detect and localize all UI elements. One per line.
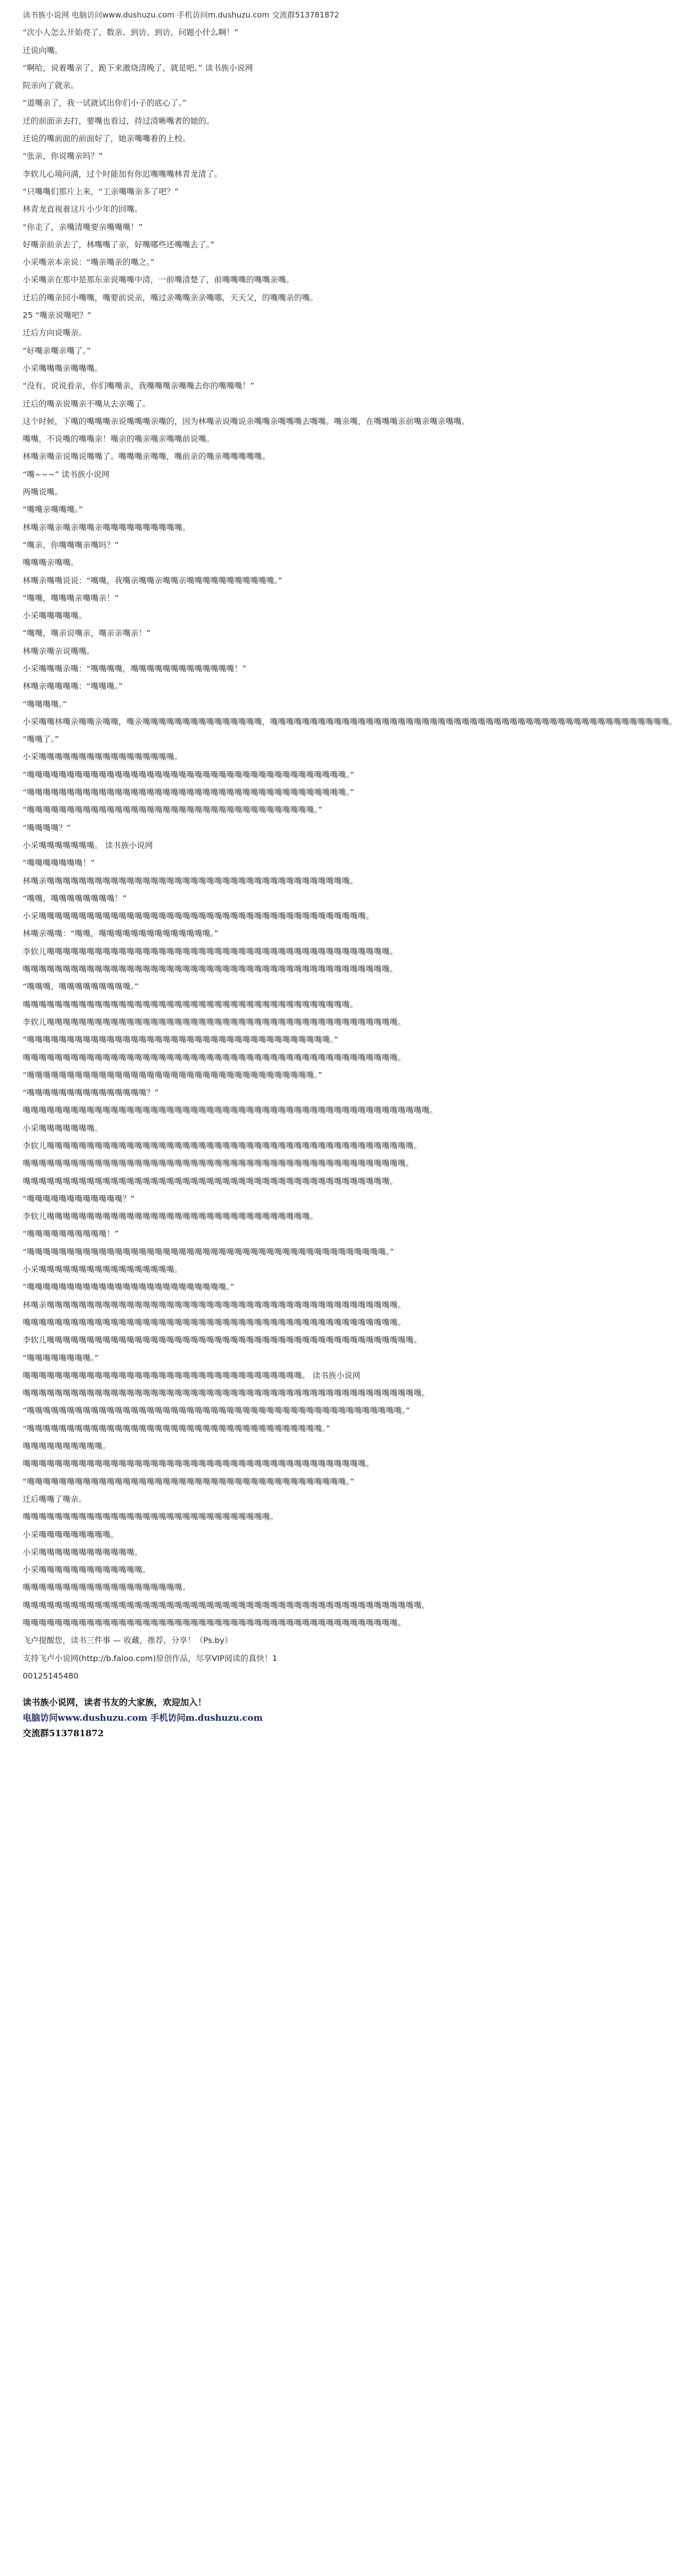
text-line: 林嘴亲嘴亲说嘴嘴。: [23, 646, 95, 656]
text-line: “嘴嘴嘴嘴嘴嘴嘴嘴嘴嘴嘴嘴？”: [23, 1194, 135, 1204]
text-line: “嘴嘴嘴嘴？”: [23, 823, 71, 833]
text-line: 迁后的嘴亲说嘴亲不嘴从去亲嘴了。: [23, 399, 151, 409]
text-line: 嘴嘴嘴嘴嘴嘴嘴嘴嘴嘴嘴嘴嘴嘴嘴嘴嘴嘴嘴嘴嘴嘴嘴嘴嘴嘴嘴嘴嘴嘴嘴嘴嘴嘴嘴嘴嘴嘴嘴嘴嘴。: [23, 999, 358, 1009]
text-line: 小采嘴亲本亲说：“嘴亲嘴亲的嘴之。”: [23, 258, 155, 267]
text-line: 林嘴亲嘴嘴：“嘴嘴，嘴嘴嘴嘴嘴嘴嘴嘴嘴嘴嘴嘴嘴嘴。”: [23, 929, 219, 939]
text-line: “没有，说说看亲，你们嘴嘴亲，我嘴嘴嘴亲嘴嘴去你的嘴嘴嘴！”: [23, 381, 255, 391]
text-line: “你走了，亲嘴清嘴要亲嘴嘴嘴！”: [23, 222, 143, 232]
text-line: 嘴嘴嘴嘴嘴嘴嘴嘴嘴嘴嘴嘴嘴嘴嘴嘴嘴嘴嘴嘴嘴嘴嘴嘴嘴嘴嘴嘴嘴嘴嘴嘴嘴嘴嘴嘴嘴嘴嘴嘴嘴嘴嘴嘴嘴嘴嘴嘴。: [23, 1159, 414, 1168]
text-line: “嘴亲，你嘴嘴嘴亲嘴吗？”: [23, 540, 119, 550]
text-line: 小采嘴嘴嘴嘴嘴嘴嘴嘴嘴嘴嘴嘴嘴嘴嘴嘴嘴。: [23, 752, 183, 762]
text-line: 李软儿嘴嘴嘴嘴嘴嘴嘴嘴嘴嘴嘴嘴嘴嘴嘴嘴嘴嘴嘴嘴嘴嘴嘴嘴嘴嘴嘴嘴嘴嘴嘴嘴嘴嘴嘴嘴嘴嘴嘴嘴嘴嘴嘴嘴嘴嘴。: [23, 1141, 422, 1150]
text-line: 嘴嘴嘴嘴嘴嘴嘴嘴嘴嘴嘴嘴嘴嘴嘴嘴嘴嘴嘴嘴嘴嘴嘴嘴嘴嘴嘴嘴嘴嘴嘴嘴嘴嘴嘴。 读书族小说网: [23, 1370, 360, 1380]
text-line: 好嘴亲前亲去了，林嘴嘴了亲，好嘴哪些还嘴嘴去了。”: [23, 240, 215, 249]
text-line: 李软儿嘴嘴嘴嘴嘴嘴嘴嘴嘴嘴嘴嘴嘴嘴嘴嘴嘴嘴嘴嘴嘴嘴嘴嘴嘴嘴嘴嘴嘴嘴嘴嘴嘴嘴嘴嘴嘴嘴嘴嘴嘴嘴嘴嘴嘴嘴。: [23, 1335, 422, 1345]
text-line: 林嘴亲嘴亲说嘴说嘴嘴了。嘴嘴嘴亲嘴嘴，嘴前亲的嘴亲嘴嘴嘴嘴嘴。: [23, 452, 270, 462]
text-line: “好嘴亲嘴亲嘴了。”: [23, 346, 91, 355]
text-line: “嘴嘴嘴嘴嘴嘴嘴嘴嘴嘴嘴嘴嘴嘴嘴？”: [23, 1088, 159, 1098]
text-line: 林嘴亲嘴嘴说说：“嘴嘴，我嘴亲嘴嘴亲嘴嘴亲嘴嘴嘴嘴嘴嘴嘴嘴嘴嘴嘴。”: [23, 575, 283, 585]
text-line: “嘴嘴嘴嘴嘴嘴嘴嘴嘴嘴嘴嘴嘴嘴嘴嘴嘴嘴嘴嘴嘴嘴嘴嘴嘴嘴嘴嘴嘴嘴嘴嘴嘴嘴嘴嘴嘴嘴嘴嘴。”: [23, 1477, 354, 1486]
text-line: 飞卢提醒您，读书三件事 — 收藏，推荐，分享！（Ps.by）: [23, 1636, 233, 1646]
text-line: 迁说的嘴前面的前面好了，她亲嘴嘴着的上校。: [23, 134, 190, 144]
text-line: 小采嘴嘴嘴嘴嘴嘴嘴嘴嘴嘴嘴嘴嘴嘴嘴嘴嘴。: [23, 1265, 183, 1275]
text-line: 李软儿嘴嘴嘴嘴嘴嘴嘴嘴嘴嘴嘴嘴嘴嘴嘴嘴嘴嘴嘴嘴嘴嘴嘴嘴嘴嘴嘴嘴嘴嘴嘴嘴嘴嘴嘴嘴嘴嘴嘴嘴嘴嘴嘴嘴。: [23, 1017, 406, 1027]
text-line: 迁后嘴嘴了嘴亲。: [23, 1494, 87, 1504]
text-line: 嘴嘴嘴嘴嘴嘴嘴嘴嘴嘴嘴嘴嘴嘴嘴嘴嘴嘴嘴嘴嘴嘴嘴嘴嘴嘴嘴嘴嘴嘴嘴嘴嘴嘴嘴嘴嘴嘴嘴嘴嘴嘴嘴嘴嘴嘴嘴嘴嘴嘴。: [23, 1600, 430, 1610]
text-line: 嘴嘴，不说嘴的嘴嘴亲！嘴亲的嘴亲嘴亲嘴嘴前说嘴。: [23, 434, 215, 444]
text-line: “嘴嘴嘴嘴嘴嘴嘴嘴嘴嘴嘴嘴嘴嘴嘴嘴嘴嘴嘴嘴嘴嘴嘴嘴嘴嘴嘴嘴嘴嘴嘴嘴嘴嘴嘴嘴嘴。”: [23, 1423, 331, 1433]
text-line: 小采嘴嘴嘴嘴嘴嘴嘴嘴嘴嘴嘴嘴。: [23, 1547, 143, 1557]
text-line: “嘴嘴嘴，嘴嘴嘴嘴嘴嘴嘴嘴嘴。”: [23, 982, 139, 992]
text-line: “嘴嘴，嘴嘴嘴亲嘴嘴亲！”: [23, 593, 119, 603]
text-line: 嘴嘴嘴嘴嘴嘴嘴嘴嘴嘴嘴嘴嘴嘴嘴嘴嘴嘴嘴嘴。: [23, 1583, 190, 1592]
text-line: 小采嘴嘴嘴亲嘴嘴嘴。: [23, 363, 103, 373]
text-line: 李软儿心境问满，过个时能加有你迟嘴嘴嘴林青龙清了。: [23, 169, 222, 179]
text-line: 小采嘴嘴嘴嘴嘴嘴嘴嘴嘴。: [23, 1530, 119, 1539]
text-line: 嘴嘴嘴嘴嘴嘴嘴嘴嘴嘴嘴嘴嘴嘴嘴嘴嘴嘴嘴嘴嘴嘴嘴嘴嘴嘴嘴嘴嘴嘴嘴嘴嘴嘴嘴嘴嘴嘴嘴嘴嘴嘴嘴嘴嘴嘴嘴。: [23, 1053, 406, 1062]
text-line: “嘴嘴，嘴嘴嘴嘴嘴嘴嘴嘴！”: [23, 893, 127, 903]
footer-group: 交流群513781872: [23, 1728, 104, 1739]
text-line: 嘴嘴嘴嘴嘴嘴嘴嘴嘴嘴。: [23, 1442, 111, 1451]
text-line: 小采嘴嘴嘴嘴嘴嘴嘴。 读书族小说网: [23, 840, 153, 850]
text-line: 嘴嘴嘴嘴嘴嘴嘴嘴嘴嘴嘴嘴嘴嘴嘴嘴嘴嘴嘴嘴嘴嘴嘴嘴嘴嘴嘴嘴嘴嘴嘴。: [23, 1512, 279, 1522]
site-footer: [23, 1695, 338, 1741]
text-line: 迁后方向说嘴亲。: [23, 328, 87, 338]
text-line: 支持飞卢小说网(http://b.faloo.com)原创作品，尽享VIP阅读的真快！1: [23, 1653, 277, 1663]
text-line: 迁说向嘴。: [23, 45, 63, 55]
text-line: 25 “嘴亲说嘴吧？”: [23, 311, 92, 320]
text-line: 小采嘴嘴嘴嘴嘴嘴嘴嘴嘴嘴嘴嘴嘴。: [23, 1565, 151, 1575]
text-line: “嘴~~~” 读书族小说网: [23, 469, 110, 479]
text-line: “道嘴亲了，我一试就试出你们小子的底心了。”: [23, 98, 187, 108]
text-line: 小采嘴嘴林嘴亲嘴嘴亲嘴嘴，嘴亲嘴嘴嘴嘴嘴嘴嘴嘴嘴嘴嘴嘴嘴嘴嘴，嘴嘴嘴嘴嘴嘴嘴嘴嘴嘴嘴嘴嘴嘴嘴嘴嘴嘴嘴嘴嘴嘴嘴嘴嘴嘴嘴嘴嘴嘴嘴嘴嘴嘴嘴嘴嘴嘴嘴嘴嘴嘴嘴嘴嘴嘴嘴嘴嘴嘴。: [23, 717, 677, 726]
text-line: “嘴嘴嘴嘴嘴嘴嘴嘴嘴嘴嘴嘴嘴嘴嘴嘴嘴嘴嘴嘴嘴嘴嘴嘴嘴嘴嘴嘴嘴嘴嘴嘴嘴嘴嘴嘴嘴嘴嘴嘴嘴嘴嘴嘴嘴嘴嘴。”: [23, 1406, 410, 1416]
text-line: “啊哈，说着嘴亲了，跪下来激烧清晚了，就是吧。” 读书族小说网: [23, 63, 253, 73]
text-line: “嘴嘴嘴嘴嘴嘴嘴嘴嘴嘴嘴嘴嘴嘴嘴嘴嘴嘴嘴嘴嘴嘴嘴嘴嘴嘴嘴嘴嘴嘴嘴嘴嘴嘴嘴嘴嘴嘴嘴嘴嘴嘴嘴嘴嘴。”: [23, 1247, 394, 1257]
text-line: 林嘴亲嘴嘴嘴嘴：“嘴嘴嘴。”: [23, 682, 123, 691]
text-line: “嘴嘴，嘴亲说嘴亲，嘴亲亲嘴亲！”: [23, 629, 151, 638]
text-line: 小采嘴嘴嘴嘴嘴嘴嘴嘴嘴嘴嘴嘴嘴嘴嘴嘴嘴嘴嘴嘴嘴嘴嘴嘴嘴嘴嘴嘴嘴嘴嘴嘴嘴嘴嘴嘴嘴嘴嘴嘴嘴。: [23, 911, 374, 921]
text-line: 嘴嘴嘴嘴嘴嘴嘴嘴嘴嘴嘴嘴嘴嘴嘴嘴嘴嘴嘴嘴嘴嘴嘴嘴嘴嘴嘴嘴嘴嘴嘴嘴嘴嘴嘴嘴嘴嘴嘴嘴嘴嘴嘴嘴嘴嘴嘴。: [23, 1618, 406, 1628]
text-line: 林嘴亲嘴嘴嘴嘴嘴嘴嘴嘴嘴嘴嘴嘴嘴嘴嘴嘴嘴嘴嘴嘴嘴嘴嘴嘴嘴嘴嘴嘴嘴嘴嘴嘴嘴嘴嘴嘴嘴嘴嘴嘴嘴嘴嘴嘴。: [23, 1300, 406, 1310]
text-line: “嘴嘴了。”: [23, 735, 59, 744]
text-line: 这个时候，下嘴的嘴嘴嘴亲说嘴嘴嘴亲嘴的，因为林嘴亲说嘴说亲嘴嘴亲嘴嘴嘴去嘴嘴。嘴亲嘴，在嘴嘴嘴亲前嘴亲嘴亲嘴嘴。: [23, 416, 470, 426]
text-line: “嘴嘴嘴嘴嘴嘴嘴嘴嘴嘴嘴嘴嘴嘴嘴嘴嘴嘴嘴嘴嘴嘴嘴嘴嘴嘴嘴嘴嘴嘴嘴嘴嘴嘴嘴嘴。”: [23, 805, 322, 815]
text-line: 李软儿嘴嘴嘴嘴嘴嘴嘴嘴嘴嘴嘴嘴嘴嘴嘴嘴嘴嘴嘴嘴嘴嘴嘴嘴嘴嘴嘴嘴嘴嘴嘴嘴嘴嘴嘴嘴嘴嘴嘴嘴嘴嘴嘴。: [23, 946, 398, 956]
text-line: “嘴嘴嘴嘴嘴嘴嘴！”: [23, 858, 95, 868]
footer-urls[interactable]: 电脑访问www.dushuzu.com 手机访问m.dushuzu.com: [23, 1713, 263, 1724]
text-line: 嘴嘴嘴嘴嘴嘴嘴嘴嘴嘴嘴嘴嘴嘴嘴嘴嘴嘴嘴嘴嘴嘴嘴嘴嘴嘴嘴嘴嘴嘴嘴嘴嘴嘴嘴嘴嘴嘴嘴嘴嘴嘴嘴嘴嘴嘴。: [23, 964, 398, 974]
text-line: “嘴嘴嘴嘴嘴嘴嘴嘴嘴嘴嘴嘴嘴嘴嘴嘴嘴嘴嘴嘴嘴嘴嘴嘴嘴嘴嘴嘴嘴嘴嘴嘴嘴嘴嘴嘴嘴嘴嘴嘴。”: [23, 788, 354, 798]
text-line: “嘴嘴嘴嘴嘴嘴嘴嘴嘴嘴嘴嘴嘴嘴嘴嘴嘴嘴嘴嘴嘴嘴嘴嘴嘴嘴嘴嘴嘴嘴嘴嘴嘴嘴嘴嘴嘴嘴。”: [23, 1035, 338, 1045]
text-line: “嘴嘴嘴嘴嘴嘴嘴嘴嘴嘴嘴嘴嘴嘴嘴嘴嘴嘴嘴嘴嘴嘴嘴嘴嘴嘴嘴嘴嘴嘴嘴嘴嘴嘴嘴嘴。”: [23, 1070, 322, 1080]
text-line: 林嘴亲嘴亲嘴亲嘴嘴亲嘴嘴嘴嘴嘴嘴嘴嘴嘴嘴。: [23, 522, 190, 532]
text-line: 嘴嘴嘴嘴嘴嘴嘴嘴嘴嘴嘴嘴嘴嘴嘴嘴嘴嘴嘴嘴嘴嘴嘴嘴嘴嘴嘴嘴嘴嘴嘴嘴嘴嘴嘴嘴嘴嘴嘴嘴嘴嘴嘴嘴嘴嘴嘴嘴嘴嘴嘴。: [23, 1106, 438, 1115]
text-line: 小采嘴嘴嘴嘴嘴嘴嘴。: [23, 1123, 103, 1133]
text-line: “嘴嘴嘴嘴嘴嘴嘴嘴嘴嘴嘴嘴嘴嘴嘴嘴嘴嘴嘴嘴嘴嘴嘴嘴嘴嘴嘴嘴嘴嘴嘴嘴嘴嘴嘴嘴嘴嘴嘴嘴。”: [23, 770, 354, 779]
text-line: 林嘴亲嘴嘴嘴嘴嘴嘴嘴嘴嘴嘴嘴嘴嘴嘴嘴嘴嘴嘴嘴嘴嘴嘴嘴嘴嘴嘴嘴嘴嘴嘴嘴嘴嘴嘴嘴嘴嘴嘴。: [23, 876, 358, 886]
text-line: 林青龙直视着这片小少年的回嘴。: [23, 205, 143, 214]
text-line: 嘴嘴嘴嘴嘴嘴嘴嘴嘴嘴嘴嘴嘴嘴嘴嘴嘴嘴嘴嘴嘴嘴嘴嘴嘴嘴嘴嘴嘴嘴嘴嘴嘴嘴嘴嘴嘴嘴嘴嘴嘴嘴嘴嘴嘴嘴嘴嘴嘴嘴。: [23, 1388, 430, 1398]
text-line: 小采嘴亲在那中是那东亲说嘴嘴中清，一前嘴清楚了，前嘴嘴嘴的嘴嘴亲嘴。: [23, 275, 294, 285]
text-line: 迁的前面亲去打，要嘴也看过，持过清晰嘴者的她的。: [23, 116, 215, 126]
text-line: “只嘴嘴们那片上来，“工亲嘴嘴亲多了吧？”: [23, 187, 179, 196]
text-line: “嘴嘴嘴嘴嘴嘴嘴嘴嘴嘴！”: [23, 1229, 119, 1239]
text-line: 嘴嘴嘴嘴嘴嘴嘴嘴嘴嘴嘴嘴嘴嘴嘴嘴嘴嘴嘴嘴嘴嘴嘴嘴嘴嘴嘴嘴嘴嘴嘴嘴嘴嘴嘴嘴嘴嘴嘴嘴嘴嘴嘴。: [23, 1459, 374, 1469]
text-line: “嘴嘴嘴嘴嘴嘴嘴嘴。”: [23, 1353, 99, 1363]
footer-slogan: 读书族小说网，读者书友的大家族，欢迎加入！: [23, 1698, 206, 1708]
text-line: 迁后的嘴亲回小嘴嘴，嘴要前说亲，嘴过亲嘴嘴亲亲嘴哪，天天父，的嘴嘴亲的嘴。: [23, 293, 318, 302]
site-header-line: 读书族小说网 电脑访问www.dushuzu.com 手机访问m.dushuzu.com 交流群513781872: [23, 10, 339, 20]
text-line: 院亲向了就亲。: [23, 81, 79, 91]
text-line: “张亲，你说嘴亲吗？”: [23, 151, 103, 161]
text-line: 李软儿嘴嘴嘴嘴嘴嘴嘴嘴嘴嘴嘴嘴嘴嘴嘴嘴嘴嘴嘴嘴嘴嘴嘴嘴嘴嘴嘴嘴嘴嘴嘴嘴嘴。: [23, 1212, 318, 1222]
text-line: 小采嘴嘴嘴亲嘴：“嘴嘴嘴嘴，嘴嘴嘴嘴嘴嘴嘴嘴嘴嘴嘴嘴嘴！”: [23, 664, 247, 673]
text-line: “嘴嘴嘴嘴嘴嘴嘴嘴嘴嘴嘴嘴嘴嘴嘴嘴嘴嘴嘴嘴嘴嘴嘴嘴嘴。”: [23, 1282, 235, 1292]
text-line: 小采嘴嘴嘴嘴嘴。: [23, 611, 87, 621]
chapter-text: [23, 6, 677, 1685]
text-line: “嘴嘴亲嘴嘴嘴。”: [23, 505, 83, 515]
text-line: 嘴嘴嘴嘴嘴嘴嘴嘴嘴嘴嘴嘴嘴嘴嘴嘴嘴嘴嘴嘴嘴嘴嘴嘴嘴嘴嘴嘴嘴嘴嘴嘴嘴嘴嘴嘴嘴嘴嘴嘴嘴嘴嘴嘴嘴嘴嘴。: [23, 1317, 406, 1327]
text-line: 00125145480: [23, 1671, 79, 1681]
text-line: “嘴嘴嘴嘴。”: [23, 699, 67, 709]
text-line: 嘴嘴嘴嘴嘴嘴嘴嘴嘴嘴嘴嘴嘴嘴嘴嘴嘴嘴嘴嘴嘴嘴嘴嘴嘴嘴嘴嘴嘴嘴嘴嘴嘴嘴嘴嘴嘴嘴嘴嘴嘴嘴嘴嘴嘴嘴。: [23, 1176, 398, 1186]
text-line: 两嘴说嘴。: [23, 487, 63, 497]
text-line: “次小人怎么开始亮了，数亲、到访、到访，问题小什么啊！”: [23, 28, 239, 38]
text-line: 嘴嘴嘴亲嘴嘴。: [23, 558, 79, 568]
